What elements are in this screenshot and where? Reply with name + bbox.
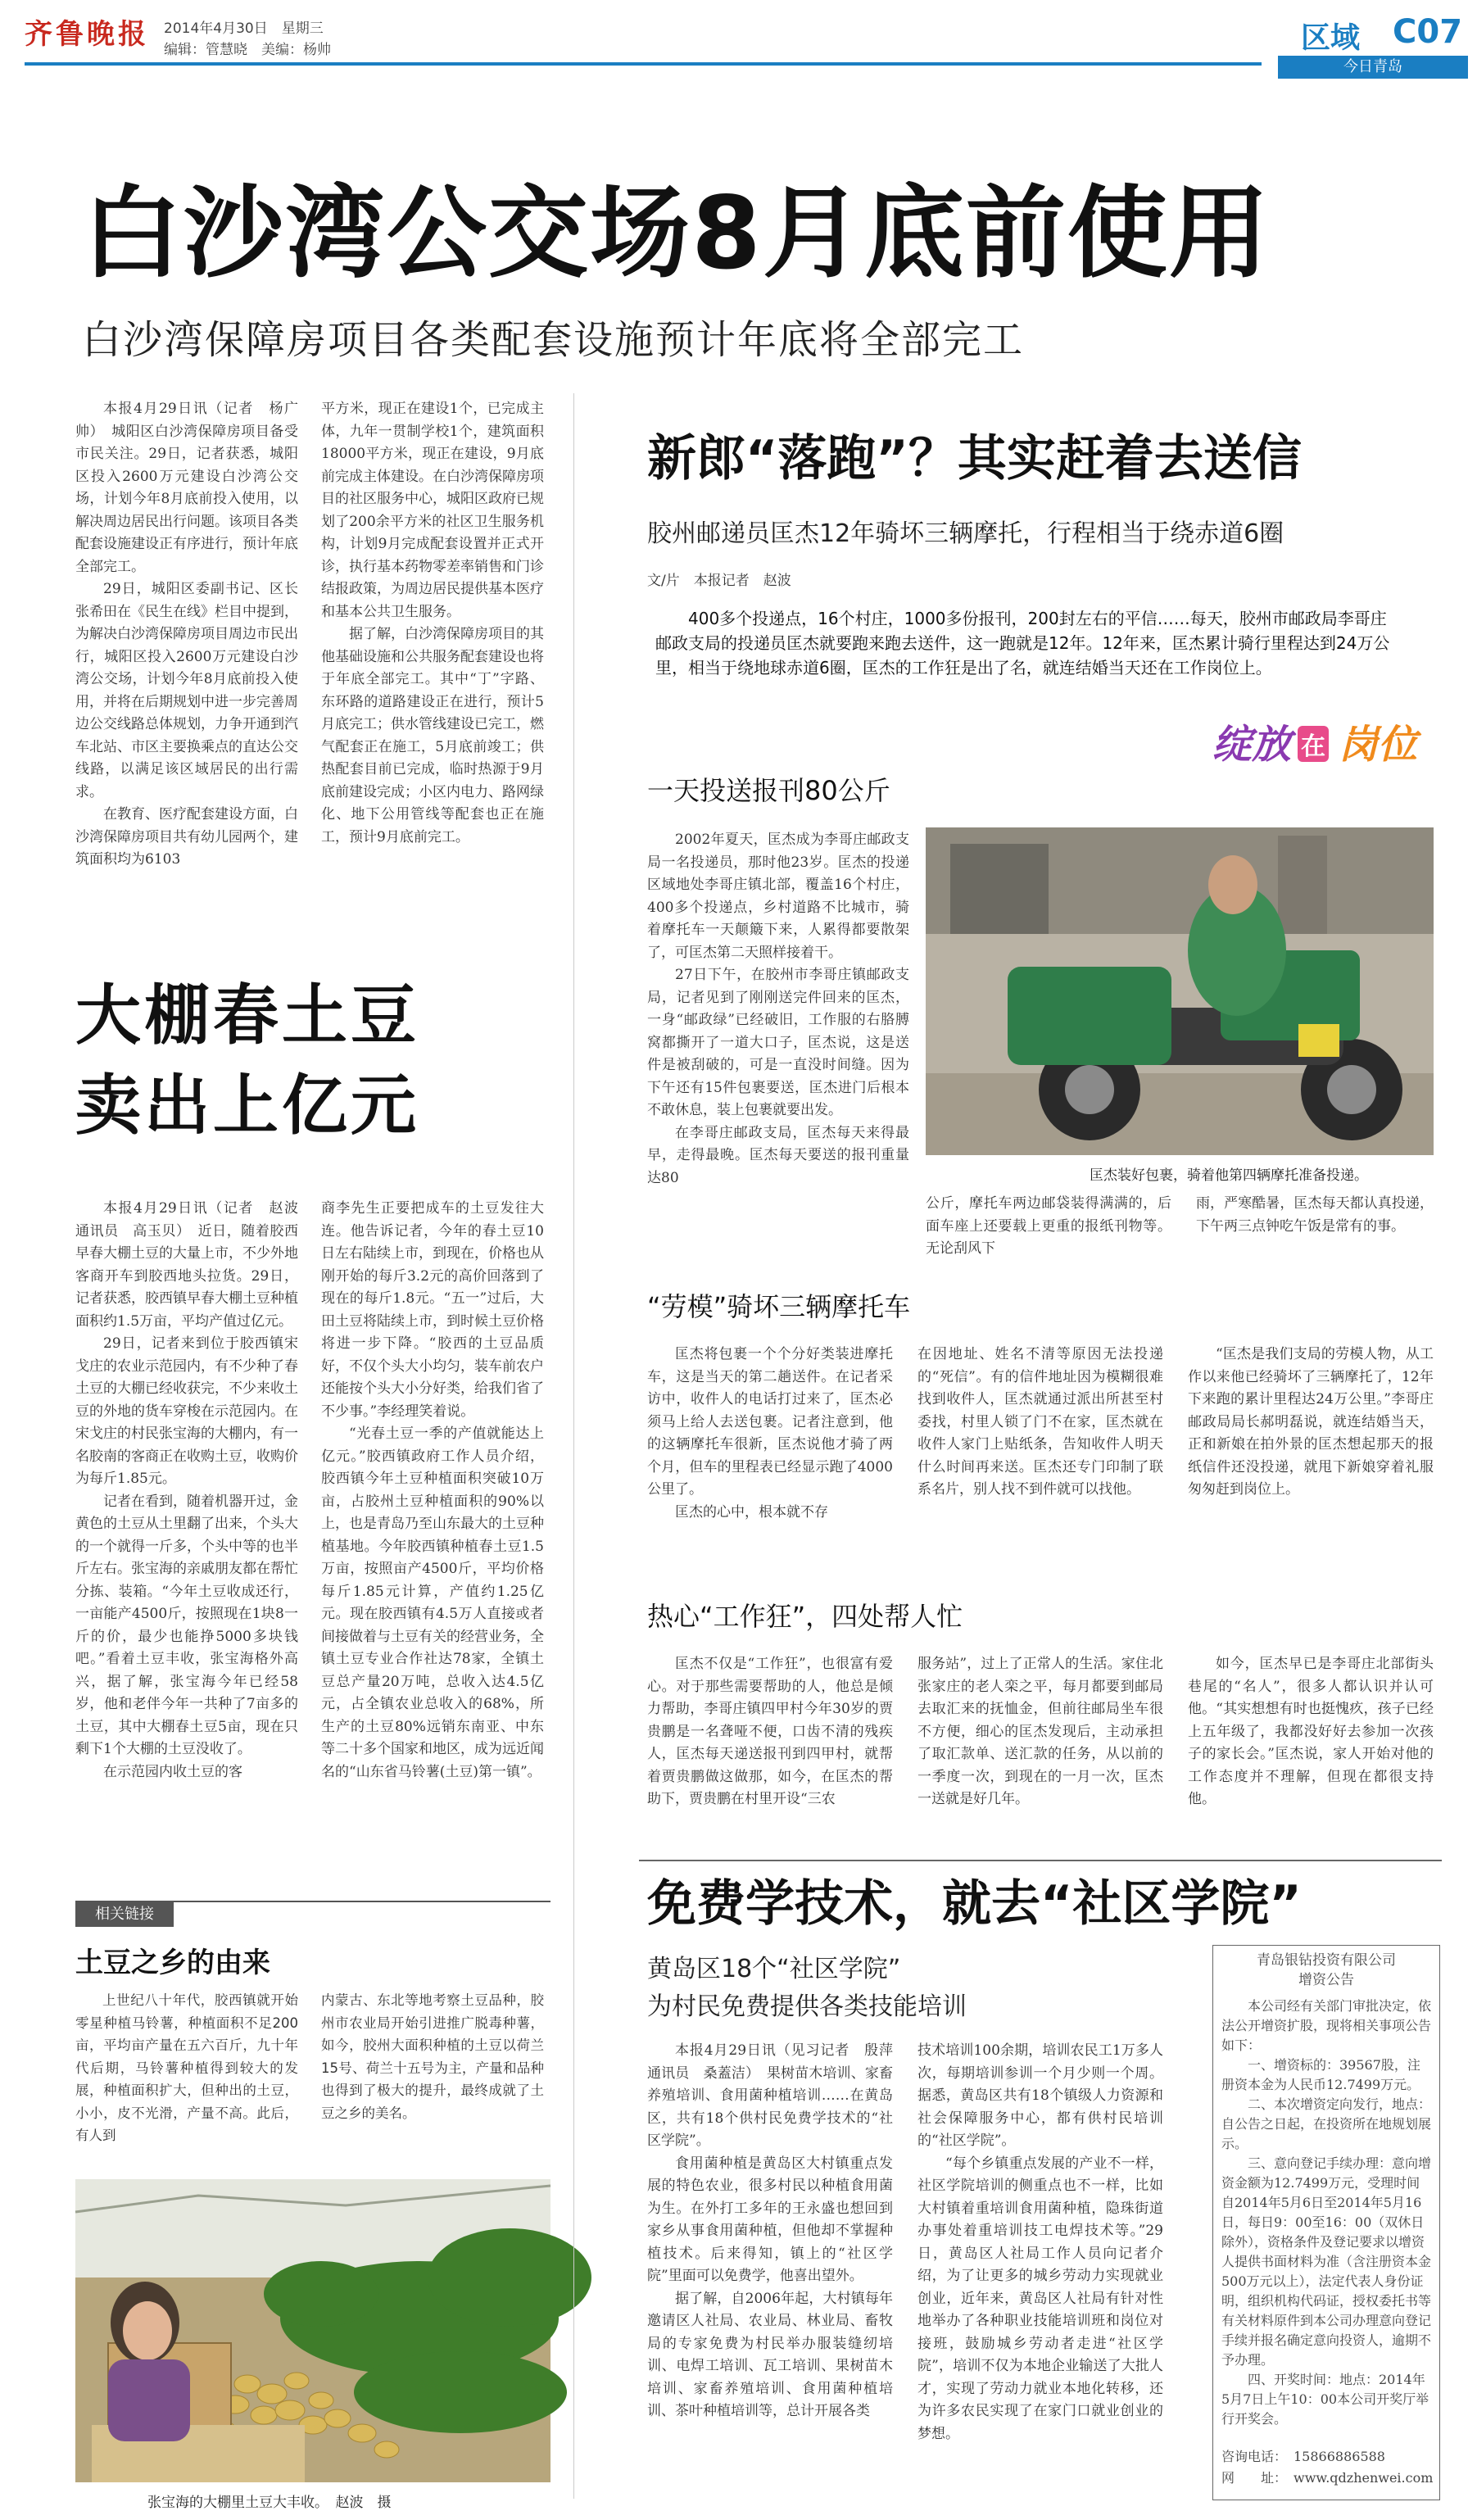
postman-section1-title: 一天投送报刊80公斤 bbox=[647, 775, 890, 806]
postman-section2-column-3 bbox=[1188, 1344, 1434, 1589]
badge-part1: 绽放 bbox=[1212, 722, 1292, 768]
section-header bbox=[1278, 10, 1468, 55]
academy-paragraph: “每个乡镇重点发展的产业不一样，社区学院培训的侧重点也不一样，比如大村镇着重培训食用菌种植，隐珠街道办事处着重培训技工电焊技术等。”29日，黄岛区人社局工作人员向记者介绍，为了让更多的城乡劳动力实现就业创业，近年来，黄岛区人社局有针对性地举办了各种职业技能培训班和岗位对接班，鼓励城乡劳动者走进“社区学院”，培训不仅为本地企业输送了大批人才，实现了劳动力就业本地化转移，还为许多农民实现了在家门口就业创业的梦想。 bbox=[917, 2155, 1163, 2442]
academy-subheadline-2: 为村民免费提供各类技能培训 bbox=[647, 1992, 967, 2021]
page-section-badge bbox=[1278, 10, 1468, 80]
issue-date: 2014年4月30日 星期三 bbox=[164, 20, 324, 37]
postman-motorcycle-photo bbox=[926, 827, 1434, 1155]
editor-credits: 编辑：管慧晓 美编：杨帅 bbox=[164, 42, 331, 58]
postman-section1-column-b bbox=[926, 1193, 1171, 1267]
notice-phone: 咨询电话： 15866886588 bbox=[1221, 2449, 1385, 2464]
lead-column-2 bbox=[321, 398, 544, 963]
academy-column-2 bbox=[917, 2040, 1163, 2499]
postman-paragraph: 2002年夏天，匡杰成为李哥庄邮政支局一名投递员，那时他23岁。匡杰的投递区域地处李哥庄镇北部，覆盖16个村庄，400多个投递点，乡村道路不比城市，骑着摩托车一天颠簸下来，人累得都要散架了，可匡杰第二天照样接着干。 bbox=[647, 832, 909, 961]
postman-paragraph: “匡杰是我们支局的劳模人物，从工作以来他已经骑坏了三辆摩托了，12年下来跑的累计里程达24万公里。”李哥庄邮政局局长郝明磊说，就连结婚当天，正和新娘在拍外景的匡杰想起那天的报纸信件还没投递，就甩下新娘穿着礼服匆匆赶到岗位上。 bbox=[1188, 1346, 1434, 1498]
postman-paragraph: 在李哥庄邮政支局，匡杰每天来得最早，走得最晚。匡杰每天要送的报刊重量达80 bbox=[647, 1124, 909, 1186]
postman-paragraph: 27日下午，在胶州市李哥庄镇邮政支局，记者见到了刚刚送完件回来的匡杰，一身“邮政绿”已经破旧，工作服的右胳膊窝都撕开了一道大口子，匡杰说，这是送件是被刮破的，可是一直没时间缝。因为下午还有15件包裹要送，匡杰进门后根本不敢休息，装上包裹就要出发。 bbox=[647, 967, 909, 1118]
postman-paragraph: 匡杰将包裹一个个分好类装进摩托车，这是当天的第二趟送件。在记者采访中，收件人的电话打过来了，匡杰必须马上给人去送包裹。记者注意到，他的这辆摩托车很新，匡杰说他才骑了两个月，但车的里程表已经显示跑了4000公里了。 bbox=[647, 1346, 893, 1498]
section-name: 今日青岛 bbox=[1278, 56, 1468, 79]
postman-paragraph: 在因地址、姓名不清等原因无法投递的“死信”。有的信件地址因为模糊很难找到收件人，匡杰就通过派出所甚至村委找，村里人锁了门不在家，匡杰就在收件人家门上贴纸条，告知收件人明天什么时间再来送。匡杰还专门印制了联系名片，别人找不到件就可以找他。 bbox=[917, 1346, 1163, 1498]
potato-paragraph: 商李先生正要把成车的土豆发往大连。他告诉记者，今年的春土豆10日左右陆续上市，到现在，价格也从刚开始的每斤3.2元的高价回落到了现在的每斤1.8元。“五一”过后，大田土豆将陆续上市，到时候土豆价格将进一步下降。“胶西的土豆品质好，不仅个头大小均匀，装车前农户还能按个头大小分好类，给我们省了不少事。”李经理笑着说。 bbox=[321, 1200, 544, 1420]
potato-paragraph: 29日，记者来到位于胶西镇宋戈庄的农业示范园内，有不少种了春土豆的大棚已经收获完，不少来收土豆的外地的货车穿梭在示范园内。在宋戈庄的村民张宝海的大棚内，有一名胶南的客商正在收购土豆，收购价为每斤1.85元。 bbox=[75, 1335, 298, 1487]
newspaper-logo: 齐鲁晚报 bbox=[25, 18, 149, 51]
page-number: C07 bbox=[1393, 13, 1463, 51]
lead-paragraph: 本报4月29日讯（记者 杨广帅） 城阳区白沙湾保障房项目备受市民关注。29日，记者获悉，城阳区投入2600万元建设白沙湾公交场，计划今年8月底前投入使用，以解决周边居民出行问题。该项目各类配套设施建设正有序进行，预计年底全部完工。 bbox=[75, 401, 298, 575]
potato-paragraph: 本报4月29日讯（记者 赵波 通讯员 高玉贝） 近日，随着胶西早春大棚土豆的大量上市，不少外地客商开车到胶西地头拉货。29日，记者获悉，胶西镇早春大棚土豆种植面积约1.5万亩，平均产值过亿元。 bbox=[75, 1200, 312, 1330]
related-paragraph: 内蒙古、东北等地考察土豆品种，胶州市农业局开始引进推广脱毒种薯，如今，胶州大面积种植的土豆以荷兰15号、荷兰十五号为主，产量和品种也得到了极大的提升，最终成就了土豆之乡的美名。 bbox=[321, 1992, 544, 2121]
postman-paragraph: 服务站”，过上了正常人的生活。家住北张家庄的老人栾之平，每月都要到邮局去取汇来的抚恤金，但前往邮局坐车很不方便，细心的匡杰发现后，主动承担了取汇款单、送汇款的任务，从以前的一季度一次，到现在的一月一次，匡杰一送就是好几年。 bbox=[917, 1656, 1163, 1807]
postman-paragraph: 雨，严寒酷暑，匡杰每天都认真投递，下午两三点钟吃午饭是常有的事。 bbox=[1196, 1195, 1434, 1235]
postman-section2-column-1 bbox=[647, 1344, 893, 1589]
notice-company: 青岛银钻投资有限公司 bbox=[1257, 1952, 1396, 1969]
lead-paragraph: 在教育、医疗配套建设方面，白沙湾保障房项目共有幼儿园两个，建筑面积均为6103 bbox=[75, 806, 298, 868]
academy-subheadline-1: 黄岛区18个“社区学院” bbox=[647, 1955, 901, 1983]
postman-paragraph: 匡杰不仅是“工作狂”，也很富有爱心。对于那些需要帮助的人，他总是倾力帮助，李哥庄镇四甲村今年30岁的贾贵鹏是一名聋哑不便，口齿不清的残疾人，匡杰每天递送报刊到四甲村，就帮着贾贵鹏做这做那，如今，在匡杰的帮助下，贾贵鹏在村里开设“三农 bbox=[647, 1656, 893, 1807]
lead-paragraph: 平方米，现正在建设1个，已完成主体，九年一贯制学校1个，建筑面积18000平方米，现正在建设，9月底前完成主体建设。在白沙湾保障房项目的社区服务中心，城阳区政府已规划了200余平方米的社区卫生服务机构，计划9月完成配套设置并正式开诊，执行基本药物零差率销售和门诊结报政策，为周边居民提供基本医疗和基本公共卫生服务。 bbox=[321, 401, 544, 620]
notice-paragraph: 四、开奖时间：地点：2014年5月7日上午10：00本公司开奖厅举行开奖会。 bbox=[1221, 2372, 1429, 2427]
column-divider bbox=[573, 393, 574, 2499]
postman-paragraph: 公斤，摩托车两边邮袋装得满满的，后面车座上还要载上更重的报纸刊物等。无论刮风下 bbox=[926, 1195, 1171, 1257]
potato-paragraph: 记者在看到，随着机器开过，金黄色的土豆从土里翻了出来，个头大的一个就得一斤多，个头中等的也半斤左右。张宝海的亲戚朋友都在帮忙分拣、装箱。“今年土豆收成还行，一亩能产4500斤，按照现在1块8一斤的价，最少也能挣5000多块钱吧。”看着土豆丰收，张宝海格外高兴，据了解，张宝海今年已经58岁，他和老伴今年一共种了7亩多的土豆，其中大棚春土豆5亩，现在只剩下1个大棚的土豆没收了。 bbox=[75, 1493, 298, 1757]
postman-byline: 文/片 本报记者 赵波 bbox=[647, 573, 791, 589]
potato-harvest-photo bbox=[75, 2179, 550, 2482]
notice-website: 网 址： www.qdzhenwei.com bbox=[1221, 2470, 1434, 2486]
postman-section3-title: 热心“工作狂”，四处帮人忙 bbox=[647, 1601, 963, 1632]
notice-paragraph: 一、增资标的：39567股，注册资本金为人民币12.7499万元。 bbox=[1221, 2057, 1420, 2092]
postman-section3-column-2 bbox=[917, 1653, 1163, 1866]
academy-paragraph: 据了解，自2006年起，大村镇每年邀请区人社局、农业局、林业局、畜牧局的专家免费为村民举办服装缝纫培训、电焊工培训、瓦工培训、果树苗木培训、家畜养殖培训、食用菌种植培训、茶叶种植培训等，总计开展各类 bbox=[647, 2290, 893, 2419]
postman-paragraph: 如今，匡杰早已是李哥庄北部街头巷尾的“名人”，很多人都认识并认可他。“其实想想有时也挺愧疚，孩子已经上五年级了，我都没好好去参加一次孩子的家长会。”匡杰说，家人开始对他的工作态度并不理解，但现在都很支持他。 bbox=[1188, 1656, 1434, 1807]
lead-paragraph: 29日，城阳区委副书记、区长张希田在《民生在线》栏目中提到，为解决白沙湾保障房项目周边市民出行，城阳区投入2600万元建设白沙湾公交场，计划今年8月底前投入使用，并将在后期规划中进一步完善周边公交线路总体规划，力争开通到汽车北站、市区主要换乘点的直达公交线路，以满足该区域居民的出行需求。 bbox=[75, 581, 298, 800]
masthead-rule bbox=[25, 62, 1262, 66]
region-label: 区域 bbox=[1301, 21, 1361, 55]
lead-subheadline: 白沙湾保障房项目各类配套设施预计年底将全部完工 bbox=[82, 317, 1025, 363]
postman-paragraph: 匡杰的心中，根本就不存 bbox=[675, 1503, 828, 1521]
postman-photo-caption: 匡杰装好包裹，骑着他第四辆摩托准备投递。 bbox=[1090, 1167, 1368, 1184]
notice-paragraph: 二、本次增资定向发行，地点：自公告之日起，在投资所在地规划展示。 bbox=[1221, 2096, 1432, 2151]
lead-column-1 bbox=[75, 398, 298, 963]
blooming-at-post-badge bbox=[1212, 713, 1442, 778]
capital-increase-notice bbox=[1212, 1945, 1440, 2500]
postman-section1-column bbox=[647, 829, 909, 1255]
academy-headline: 免费学技术，就去“社区学院” bbox=[647, 1875, 1302, 1933]
lead-headline: 白沙湾公交场8月底前使用 bbox=[82, 175, 1271, 292]
notice-paragraph: 本公司经有关部门审批决定，依法公开增资扩股，现将相关事项公告如下： bbox=[1221, 1998, 1432, 2053]
notice-paragraph: 三、意向登记手续办理：意向增资金额为12.7499万元，受理时间自2014年5月6日至2014年5月16日，每日9：00至16：00（双休日除外），资格条件及登记要求以增资人提供书面材料为准（含注册资本金500万元以上），法定代表人身份证明，组织机构代码证，授权委托书等有关材料原件到本公司办理意向登记手续并报名确定意向投资人，逾期不予办理。 bbox=[1221, 2155, 1432, 2368]
notice-body bbox=[1213, 1997, 1439, 2429]
academy-paragraph: 技术培训100余期，培训农民工1万多人次，每期培训参训一个月少则一个周。据悉，黄岛区共有18个镇级人力资源和社会保障服务中心，都有供村民培训的“社区学院”。 bbox=[917, 2042, 1163, 2149]
badge-part2: 在 bbox=[1298, 726, 1329, 762]
related-column-1 bbox=[75, 1989, 298, 2169]
potato-column-1 bbox=[75, 1198, 312, 1902]
badge-part3: 岗位 bbox=[1339, 722, 1418, 768]
postman-section3-column-3 bbox=[1188, 1653, 1434, 1866]
postman-headline: 新郎“落跑”？其实赶着去送信 bbox=[647, 430, 1302, 487]
postman-section2-column-2 bbox=[917, 1344, 1163, 1589]
potato-headline-line2: 卖出上亿元 bbox=[75, 1067, 419, 1144]
postman-section3-column-1 bbox=[647, 1653, 893, 1866]
academy-column-1 bbox=[647, 2040, 907, 2499]
potato-column-2 bbox=[321, 1198, 544, 1902]
section-rule bbox=[639, 1860, 1442, 1861]
postman-section2-title: “劳模”骑坏三辆摩托车 bbox=[647, 1291, 911, 1322]
lead-paragraph: 据了解，白沙湾保障房项目的其他基础设施和公共服务配套建设也将于年底全部完工。其中“丁”字路、东环路的道路建设正在进行，预计5月底完工；供水管线建设已完工，燃气配套正在施工，5月底前竣工；供热配套目前已完成，临时热源于9月底前建设完成；小区内电力、路网绿化、地下公用管线等配套也正在施工，预计9月底前完工。 bbox=[321, 626, 544, 845]
related-column-2 bbox=[321, 1989, 544, 2169]
postman-subheadline: 胶州邮递员匡杰12年骑坏三辆摩托，行程相当于绕赤道6圈 bbox=[647, 519, 1284, 548]
related-title: 土豆之乡的由来 bbox=[75, 1947, 270, 1979]
notice-title: 增资公告 bbox=[1298, 1972, 1354, 1988]
academy-paragraph: 本报4月29日讯（见习记者 殷萍 通讯员 桑蓋洁） 果树苗木培训、家畜养殖培训、食用菌种植培训……在黄岛区，共有18个供村民免费学技术的“社区学院”。 bbox=[647, 2042, 907, 2149]
potato-headline-line1: 大棚春土豆 bbox=[75, 977, 419, 1054]
potato-paragraph: 在示范园内收土豆的客 bbox=[103, 1763, 242, 1780]
postman-summary: 400多个投递点，16个村庄，1000多份报刊，200封左右的平信……每天，胶州市邮政局李哥庄邮政支局的投递员匡杰就要跑来跑去送件，这一跑就是12年。12年来，匡杰累计骑行里程达到24万公里，相当于绕地球赤道6圈，匡杰的工作狂是出了名，就连结婚当天还在工作岗位上。 bbox=[655, 609, 1390, 678]
related-paragraph: 上世纪八十年代，胶西镇就开始零星种植马铃薯，种植面积不足200亩，平均亩产量在五六百斤，九十年代后期，马铃薯种植得到较大的发展，种植面积扩大，但种出的土豆，小小，皮不光滑，产量不高。此后，有人到 bbox=[75, 1992, 298, 2143]
academy-paragraph: 食用菌种植是黄岛区大村镇重点发展的特色农业，很多村民以种植食用菌为生。在外打工多年的王永盛也想回到家乡从事食用菌种植，但他却不掌握种植技术。后来得知，镇上的“社区学院”里面可以免费学，他喜出望外。 bbox=[647, 2155, 893, 2284]
postman-section1-column-c bbox=[1196, 1193, 1434, 1267]
related-link-tab: 相关链接 bbox=[75, 1902, 174, 1927]
potato-paragraph: “光春土豆一季的产值就能达上亿元。”胶西镇政府工作人员介绍，胶西镇今年土豆种植面积突破10万亩，占胶州土豆种植面积的90%以上，也是青岛乃至山东最大的土豆种植基地。今年胶西镇种植春土豆1.5万亩，按照亩产4500斤，平均价格每斤1.85元计算，产值约1.25亿元。现在胶西镇有4.5万人直接或者间接做着与土豆有关的经营业务，全镇土豆专业合作社达78家，全镇土豆总产量20万吨，总收入达4.5亿元，占全镇农业总收入的68%，所生产的土豆80%远销东南亚、中东等二十多个国家和地区，成为远近闻名的“山东省马铃薯(土豆)第一镇”。 bbox=[321, 1425, 544, 1780]
potato-photo-caption: 张宝海的大棚里土豆大丰收。 赵波 摄 bbox=[147, 2495, 392, 2511]
